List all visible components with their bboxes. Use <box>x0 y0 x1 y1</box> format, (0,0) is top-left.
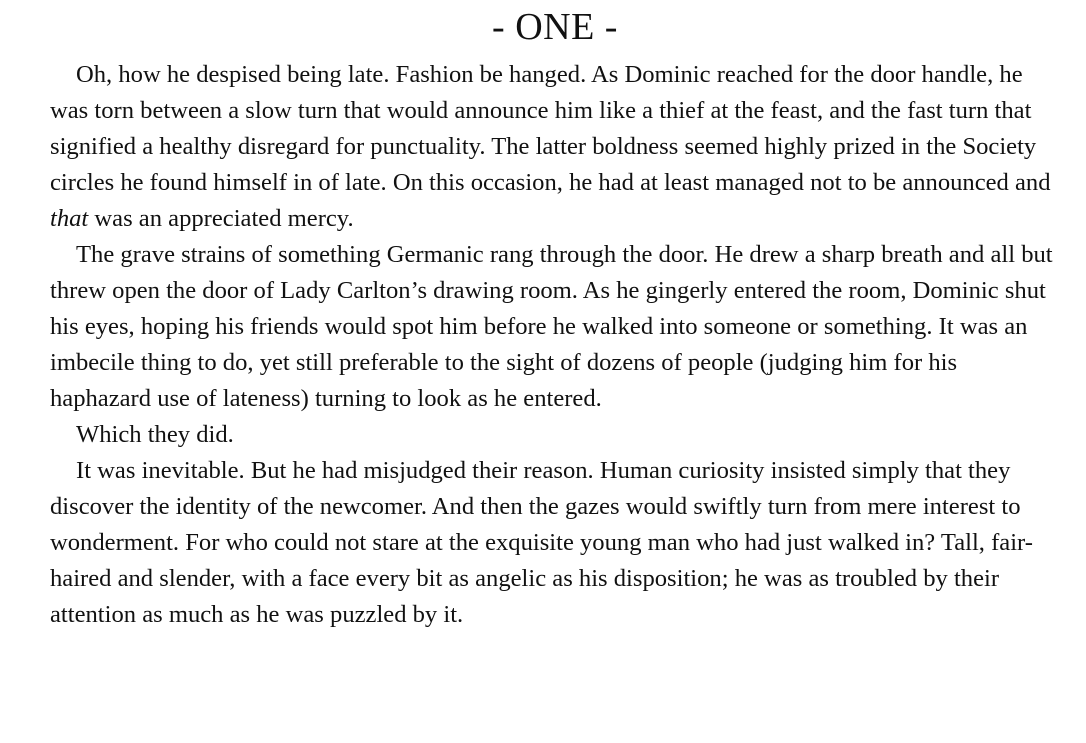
paragraph <box>50 453 1060 633</box>
paragraph <box>50 237 1060 417</box>
chapter-title: - ONE - <box>492 6 618 48</box>
emphasis-text: that <box>50 205 89 232</box>
paragraph-text: Which they did. <box>76 421 234 448</box>
paragraph <box>50 417 1060 453</box>
book-page <box>50 0 1060 633</box>
paragraph-text: It was inevitable. But he had misjudged their reason. Human curiosity insisted simply that they discover the identity of the newcomer. And then the gazes would swiftly turn from mere interest to wonderment. For who could not stare at the exquisite young man who had just walked in? Tall, fair-haired and slender, with a face every bit as angelic as his disposition; he was as troubled by their attention as much as he was puzzled by it. <box>50 457 1033 628</box>
paragraph-text: was an appreciated mercy. <box>88 205 354 232</box>
paragraph-text: The grave strains of something Germanic rang through the door. He drew a sharp breath and all but threw open the door of Lady Carlton’s drawing room. As he gingerly entered the room, Dominic shut his eyes, hoping his friends would spot him before he walked into someone or something. It was an imbecile thing to do, yet still preferable to the sight of dozens of people (judging him for his haphazard use of lateness) turning to look as he entered. <box>50 241 1053 412</box>
paragraph <box>50 57 1060 237</box>
chapter-body <box>50 57 1060 633</box>
paragraph-text: Oh, how he despised being late. Fashion be hanged. As Dominic reached for the door handle, he was torn between a slow turn that would announce him like a thief at the feast, and the fast turn that signified a healthy disregard for punctuality. The latter boldness seemed highly prized in the Society circles he found himself in of late. On this occasion, he had at least managed not to be announced and <box>50 61 1051 196</box>
